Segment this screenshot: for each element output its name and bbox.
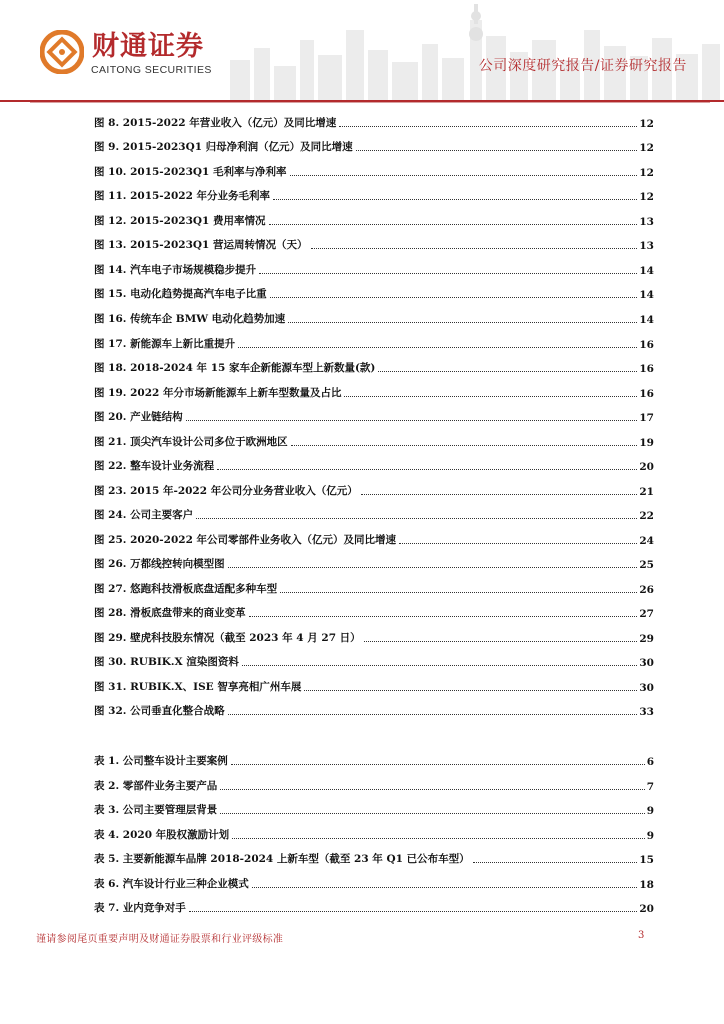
toc-entry[interactable]: 图 28. 滑板底盘带来的商业变革 27 [94, 607, 654, 620]
toc-entry[interactable]: 图 19. 2022 年分市场新能源车上新车型数量及占比 16 [94, 387, 654, 400]
toc-entry[interactable]: 图 25. 2020-2022 年公司零部件业务收入（亿元）及同比增速 24 [94, 534, 654, 547]
toc-page-number: 12 [639, 191, 654, 203]
toc-entry[interactable]: 图 20. 产业链结构 17 [94, 411, 654, 424]
toc-page-number: 12 [639, 142, 654, 154]
toc-entry[interactable]: 图 30. RUBIK.X 渲染图资料 30 [94, 656, 654, 669]
toc-entry[interactable]: 图 23. 2015 年-2022 年公司分业务营业收入（亿元） 21 [94, 485, 654, 498]
toc-entry[interactable]: 图 21. 顶尖汽车设计公司多位于欧洲地区 19 [94, 436, 654, 449]
toc-entry[interactable]: 图 16. 传统车企 BMW 电动化趋势加速 14 [94, 313, 654, 326]
toc-page-number: 12 [639, 118, 654, 130]
toc-page-number: 19 [639, 437, 654, 449]
toc-page-number: 6 [646, 756, 654, 768]
toc-entry[interactable]: 表 4. 2020 年股权激励计划 9 [94, 829, 654, 842]
toc-page-number: 17 [639, 412, 654, 424]
toc-page-number: 26 [639, 584, 654, 596]
toc-page-number: 15 [639, 854, 654, 866]
toc-page-number: 30 [639, 682, 654, 694]
toc-entry[interactable]: 表 5. 主要新能源车品牌 2018-2024 上新车型（截至 23 年 Q1 已公布车型） 15 [94, 853, 654, 866]
toc-page-number: 14 [639, 289, 654, 301]
toc-page-number: 27 [639, 608, 654, 620]
toc-page-number: 14 [639, 265, 654, 277]
toc-page-number: 16 [639, 363, 654, 375]
toc-entry[interactable]: 表 2. 零部件业务主要产品 7 [94, 780, 654, 793]
toc-entry[interactable]: 图 14. 汽车电子市场规模稳步提升 14 [94, 264, 654, 277]
toc-page-number: 24 [639, 535, 654, 547]
toc-page-number: 18 [639, 879, 654, 891]
footer-disclaimer: 谨请参阅尾页重要声明及财通证券股票和行业评级标准 [36, 934, 284, 945]
toc-entry[interactable]: 图 22. 整车设计业务流程 20 [94, 460, 654, 473]
toc-entry[interactable]: 表 3. 公司主要管理层背景 9 [94, 804, 654, 817]
toc-entry[interactable]: 表 7. 业内竞争对手 20 [94, 902, 654, 915]
brand-name-en: CAITONG SECURITIES [91, 64, 212, 76]
toc-entry[interactable]: 图 27. 悠跑科技滑板底盘适配多种车型 26 [94, 583, 654, 596]
toc-page-number: 9 [646, 805, 654, 817]
toc-page-number: 16 [639, 388, 654, 400]
toc-entry[interactable]: 图 18. 2018-2024 年 15 家车企新能源车型上新数量(款) 16 [94, 362, 654, 375]
toc-page-number: 22 [639, 510, 654, 522]
toc-entry[interactable]: 图 17. 新能源车上新比重提升 16 [94, 338, 654, 351]
header-divider-thin [30, 102, 710, 103]
toc-page-number: 13 [639, 216, 654, 228]
toc-entry[interactable]: 图 32. 公司垂直化整合战略 33 [94, 705, 654, 718]
toc-entry[interactable]: 图 8. 2015-2022 年营业收入（亿元）及同比增速 12 [94, 117, 654, 130]
toc-page-number: 25 [639, 559, 654, 571]
toc-page-number: 33 [639, 706, 654, 718]
toc-page-number: 13 [639, 240, 654, 252]
toc-page-number: 9 [646, 830, 654, 842]
toc-entry[interactable]: 图 26. 万都线控转向模型图 25 [94, 558, 654, 571]
toc-page-number: 7 [646, 781, 654, 793]
caitong-logo-icon [40, 30, 84, 74]
toc-page-number: 14 [639, 314, 654, 326]
toc-page-number: 12 [639, 167, 654, 179]
report-type-label: 公司深度研究报告/证券研究报告 [478, 58, 687, 74]
toc-page-number: 29 [639, 633, 654, 645]
brand-name-cn: 财通证券 [92, 31, 204, 62]
toc-page-number: 16 [639, 339, 654, 351]
toc-entry[interactable]: 表 6. 汽车设计行业三种企业模式 18 [94, 878, 654, 891]
toc-page-number: 21 [639, 486, 654, 498]
toc-entry[interactable]: 图 9. 2015-2023Q1 归母净利润（亿元）及同比增速 12 [94, 141, 654, 154]
toc-entry[interactable]: 图 29. 壁虎科技股东情况（截至 2023 年 4 月 27 日） 29 [94, 632, 654, 645]
toc-entry[interactable]: 图 15. 电动化趋势提高汽车电子比重 14 [94, 288, 654, 301]
toc-page-number: 30 [639, 657, 654, 669]
toc-entry[interactable]: 图 24. 公司主要客户 22 [94, 509, 654, 522]
toc-entry[interactable]: 图 31. RUBIK.X、ISE 智享亮相广州车展 30 [94, 681, 654, 694]
toc-entry[interactable]: 表 1. 公司整车设计主要案例 6 [94, 755, 654, 768]
city-skyline-decoration [220, 0, 724, 100]
toc-entry[interactable]: 图 11. 2015-2022 年分业务毛利率 12 [94, 190, 654, 203]
toc-entry[interactable]: 图 10. 2015-2023Q1 毛利率与净利率 12 [94, 166, 654, 179]
toc-entry[interactable]: 图 12. 2015-2023Q1 费用率情况 13 [94, 215, 654, 228]
toc-entry[interactable]: 图 13. 2015-2023Q1 营运周转情况（天） 13 [94, 239, 654, 252]
footer-page-number: 3 [638, 930, 645, 941]
toc-page-number: 20 [639, 461, 654, 473]
toc-page-number: 20 [639, 903, 654, 915]
